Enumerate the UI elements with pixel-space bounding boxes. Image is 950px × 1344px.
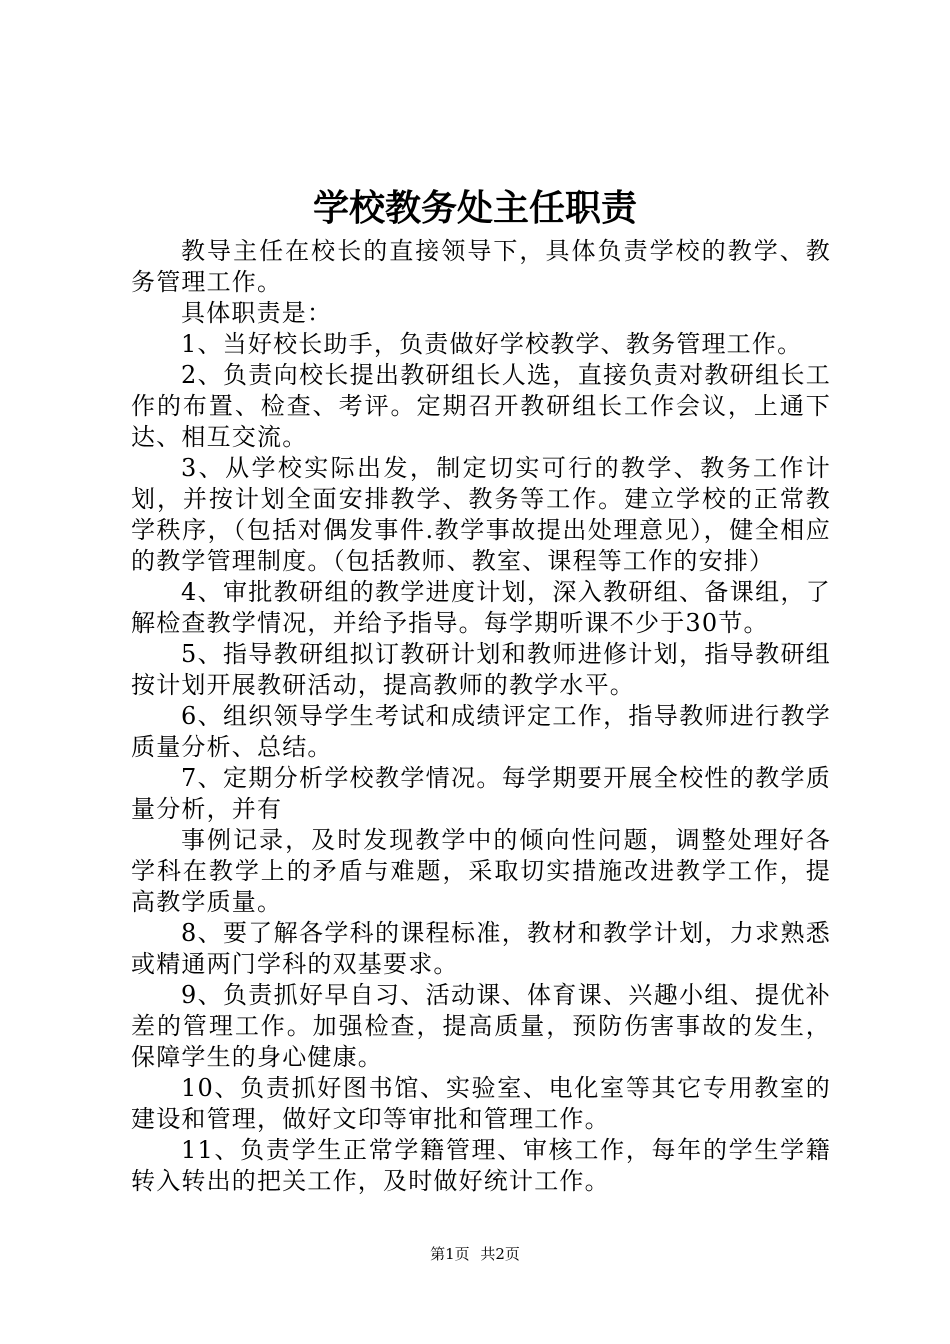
document-title: 学校教务处主任职责 [312, 187, 637, 229]
page-number-total: 共2页 [480, 1245, 520, 1263]
paragraph-item-8: 8、要了解各学科的课程标准，教材和教学计划，力求熟悉或精通两门学科的双基要求。 [131, 919, 831, 978]
page-footer [0, 1243, 950, 1265]
paragraph-intro: 教导主任在校长的直接领导下，具体负责学校的教学、教务管理工作。 [131, 237, 831, 296]
paragraph-item-5: 5、指导教研组拟订教研计划和教师进修计划，指导教研组按计划开展教研活动，提高教师的教学水平。 [131, 640, 831, 699]
document-body [131, 236, 831, 1197]
paragraph-item-4: 4、审批教研组的教学进度计划，深入教研组、备课组，了解检查教学情况，并给予指导。每学期听课不少于30节。 [131, 578, 831, 637]
paragraph-duties-heading: 具体职责是： [181, 299, 333, 327]
page-number-current: 第1页 [430, 1245, 470, 1263]
paragraph-item-7: 7、定期分析学校教学情况。每学期要开展全校性的教学质量分析，并有 [131, 764, 831, 823]
paragraph-item-10: 10、负责抓好图书馆、实验室、电化室等其它专用教室的建设和管理，做好文印等审批和管理工作。 [131, 1074, 831, 1133]
paragraph-item-1: 1、当好校长助手，负责做好学校教学、教务管理工作。 [181, 330, 803, 358]
paragraph-item-3: 3、从学校实际出发，制定切实可行的教学、教务工作计划，并按计划全面安排教学、教务等工作。建立学校的正常教学秩序，（包括对偶发事件.教学事故提出处理意见），健全相应的教学管理制度。（包括教师、教室、课程等工作的安排） [131, 454, 831, 575]
paragraph-item-2: 2、负责向校长提出教研组长人选，直接负责对教研组长工作的布置、检查、考评。定期召开教研组长工作会议，上通下达、相互交流。 [131, 361, 831, 451]
paragraph-item-11: 11、负责学生正常学籍管理、审核工作，每年的学生学籍转入转出的把关工作，及时做好统计工作。 [131, 1136, 831, 1195]
paragraph-item-9: 9、负责抓好早自习、活动课、体育课、兴趣小组、提优补差的管理工作。加强检查，提高质量，预防伤害事故的发生，保障学生的身心健康。 [131, 981, 831, 1071]
paragraph-item-6: 6、组织领导学生考试和成绩评定工作，指导教师进行教学质量分析、总结。 [131, 702, 831, 761]
paragraph-item-7-continued: 事例记录，及时发现教学中的倾向性问题，调整处理好各学科在教学上的矛盾与难题，采取切实措施改进教学工作，提高教学质量。 [131, 826, 831, 916]
